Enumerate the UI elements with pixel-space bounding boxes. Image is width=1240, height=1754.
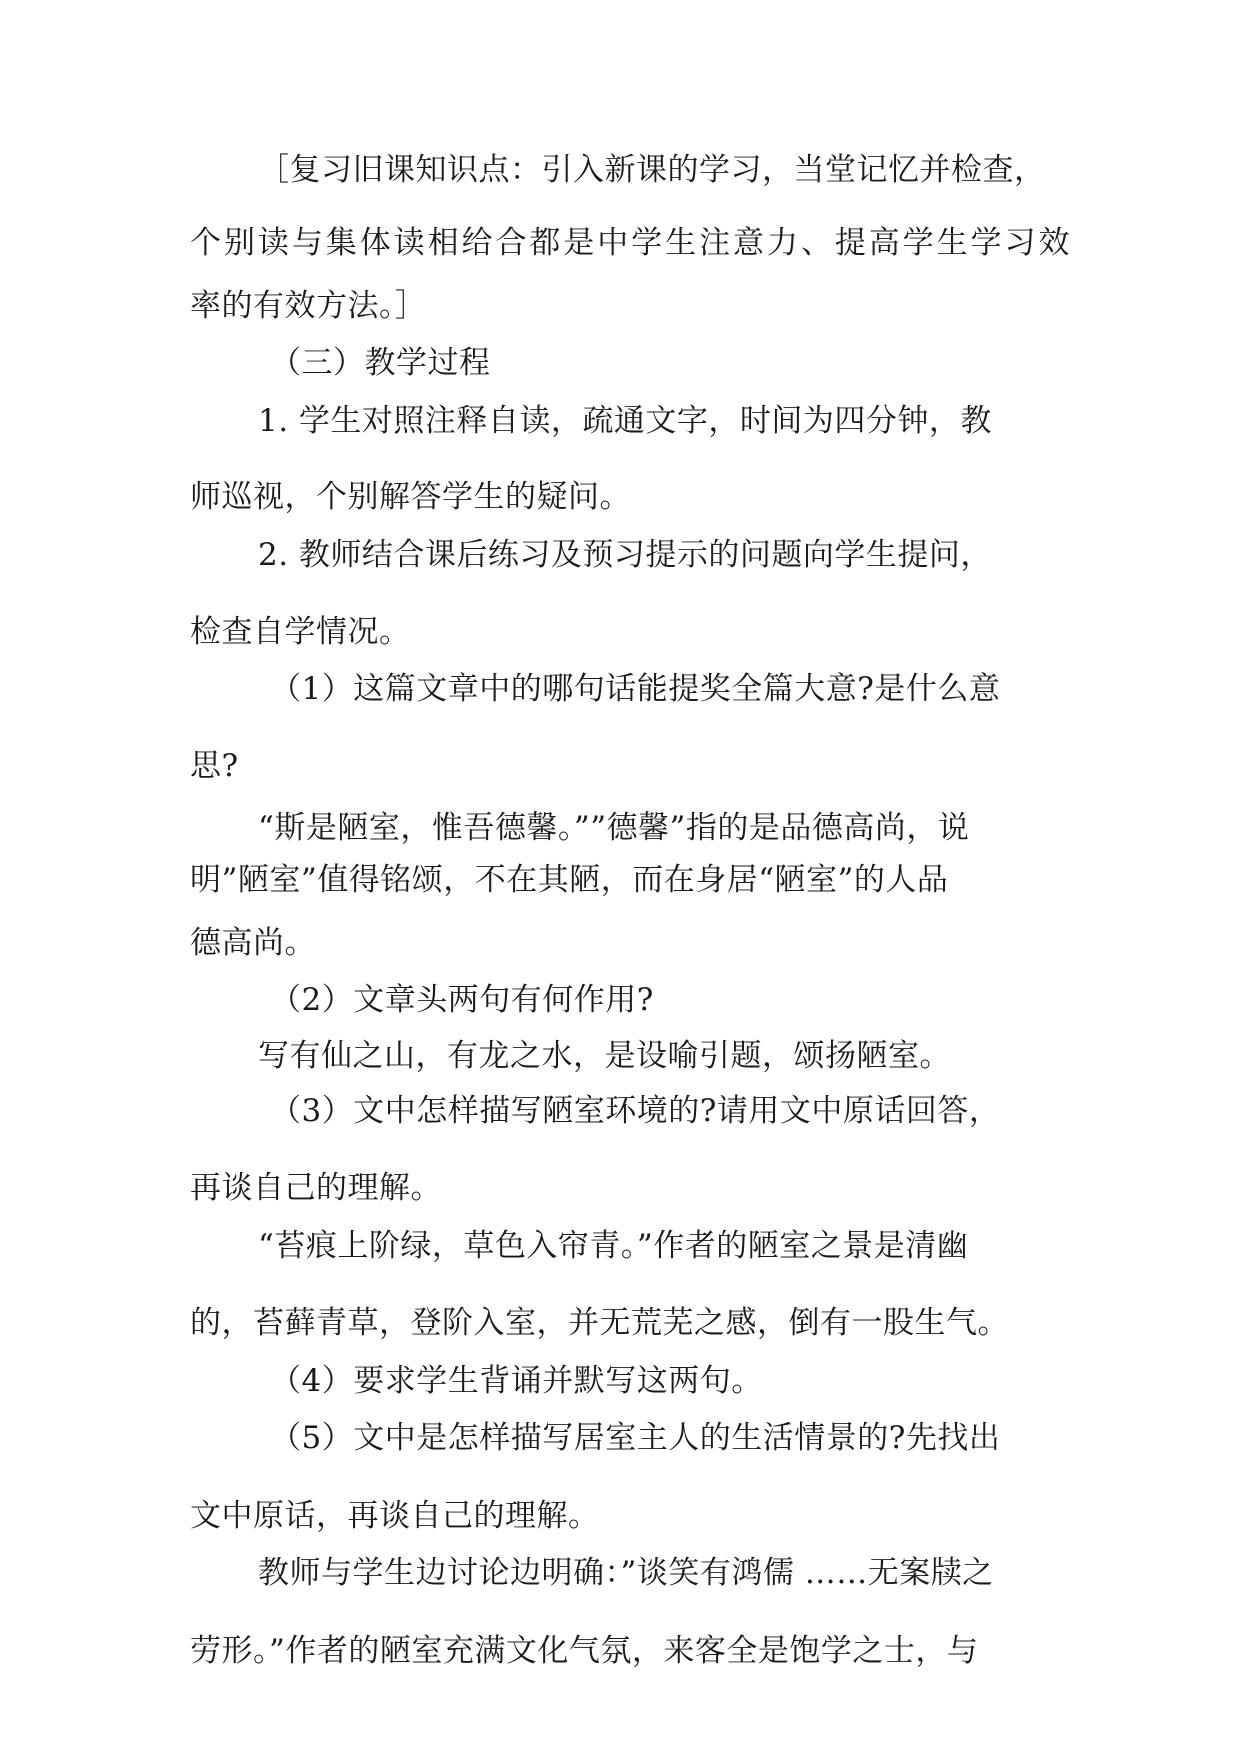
text-line: （4）要求学生背诵并默写这两句。	[270, 1363, 763, 1399]
text-line: ［复习旧课知识点：引入新课的学习，当堂记忆并检查，	[258, 152, 1046, 188]
text-line: 教师与学生边讨论边明确：”谈笑有鸿儒 ……无案牍之	[258, 1555, 994, 1591]
text-line: 思?	[190, 748, 239, 784]
text-line: “斯是陋室，惟吾德馨。””德馨”指的是品德高尚，说	[258, 810, 970, 846]
text-line: 1. 学生对照注释自读，疏通文字，时间为四分钟，教	[258, 403, 992, 439]
text-line: 个别读与集体读相给合都是中学生注意力、提高学生学习效	[190, 225, 1070, 261]
text-line: 再谈自己的理解。	[190, 1170, 442, 1206]
section-heading: （三）教学过程	[270, 345, 491, 381]
text-line: “苔痕上阶绿，草色入帘青。”作者的陋室之景是清幽	[258, 1228, 969, 1264]
text-line: （5）文中是怎样描写居室主人的生活情景的?先找出	[270, 1420, 1001, 1456]
text-line: （2）文章头两句有何作用?	[270, 982, 654, 1018]
text-line: 的，苔藓青草，登阶入室，并无荒芜之感，倒有一股生气。	[190, 1305, 1009, 1341]
text-line: （3）文中怎样描写陋室环境的?请用文中原话回答，	[270, 1093, 1001, 1129]
text-line: 检查自学情况。	[190, 614, 411, 650]
text-line: 文中原话，再谈自己的理解。	[190, 1498, 600, 1534]
text-line: 2. 教师结合课后练习及预习提示的问题向学生提问，	[258, 537, 992, 573]
text-line: 率的有效方法。］	[190, 288, 427, 324]
text-line: 师巡视，个别解答学生的疑问。	[190, 479, 631, 515]
text-line: （1）这篇文章中的哪句话能提奖全篇大意?是什么意	[270, 671, 1001, 707]
text-line: 明”陋室”值得铭颂，不在其陋，而在身居“陋室”的人品	[190, 862, 949, 898]
text-line: 德高尚。	[190, 925, 316, 961]
text-line: 写有仙之山，有龙之水，是设喻引题，颂扬陋室。	[258, 1038, 951, 1074]
text-line: 劳形。”作者的陋室充满文化气氛，来客全是饱学之士，与	[190, 1633, 979, 1669]
